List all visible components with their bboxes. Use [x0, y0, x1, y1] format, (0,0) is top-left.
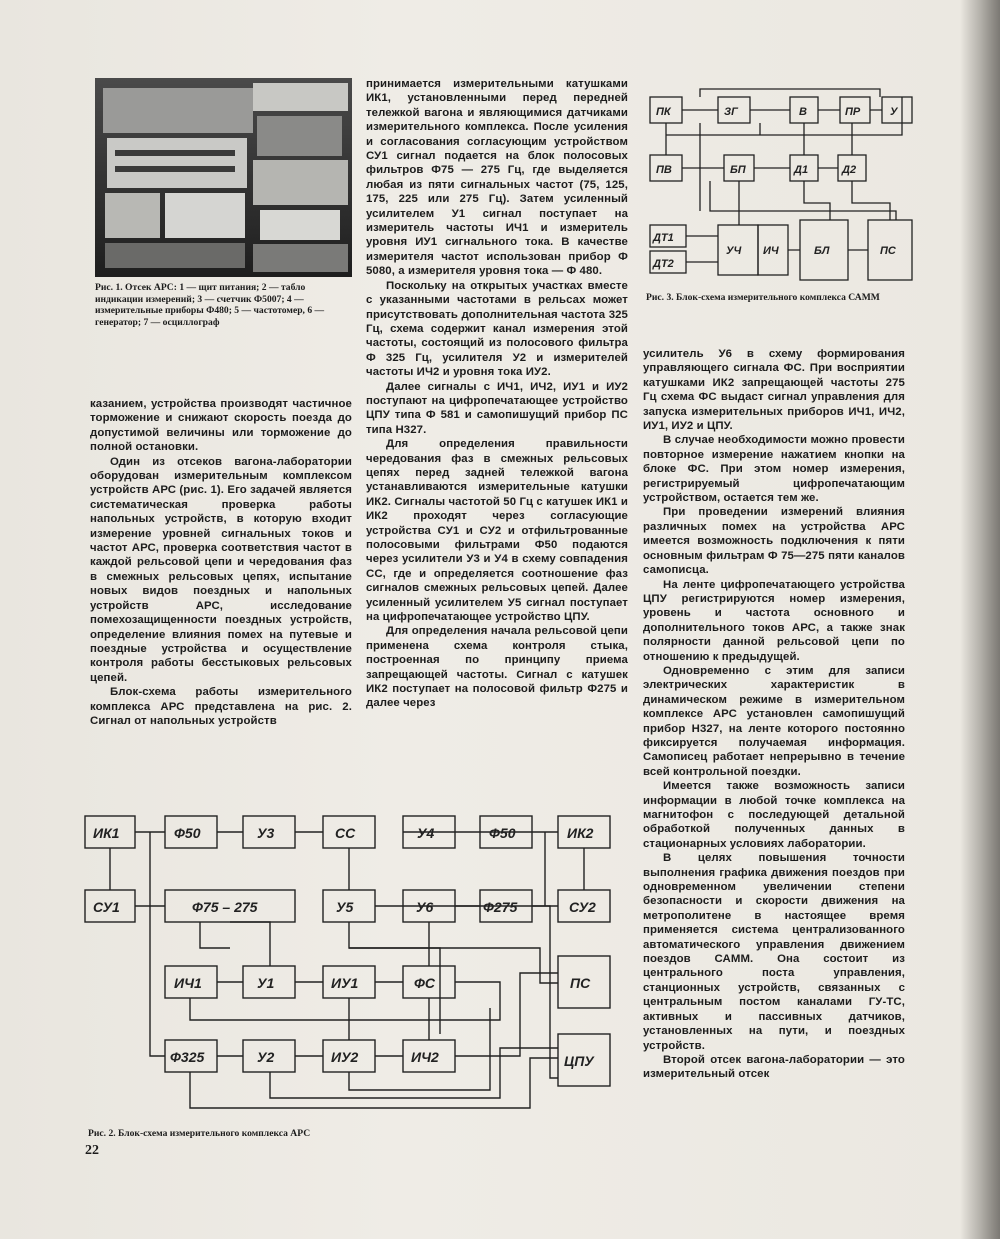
svg-text:БП: БП	[730, 164, 746, 176]
svg-text:ИУ1: ИУ1	[331, 975, 359, 991]
svg-text:У5: У5	[336, 899, 354, 915]
paragraph: Один из отсеков вагона-лаборатории оборудован измерительным комплексом устройств АРС (рис. 1). Его задачей является систематическая проверка работы напольных устройств, в которую входит измерение уровней сигнальных токов и частот АРС, проверка соответствия частот в каждой рельсовой цепи и чередования фаз в смежных рельсовых цепях, испытание новых видов поездных и напольных устройств АРС, исследование помехозащищенности поездных устройств, определение влияния помех на путевые и поездные устройства и осуществление контроля работы бесстыковых рельсовых цепей.	[90, 455, 352, 684]
svg-text:ИК2: ИК2	[567, 825, 594, 841]
svg-text:СУ1: СУ1	[93, 899, 120, 915]
svg-text:У3: У3	[257, 825, 275, 841]
svg-text:СУ2: СУ2	[569, 899, 596, 915]
svg-text:ИЧ1: ИЧ1	[174, 975, 202, 991]
paragraph: Поскольку на открытых участках вместе с указанными частотами в рельсах может присутствовать дополнительная частота 325 Гц, схема содержит канал измерения этой частоты, состоящий из полосового фильтра Ф 325 Гц, усилителя У2 и измерителей частоты ИЧ2 и уровня тока ИУ2.	[366, 279, 628, 379]
svg-text:Д1: Д1	[794, 164, 809, 176]
figure-1-caption: Рис. 1. Отсек АРС: 1 — щит питания; 2 — табло индикации измерений; 3 — счетчик Ф5007; 4 — измерительные приборы Ф480; 5 — частотомер, 6 — генератор; 7 — осциллограф	[95, 282, 325, 328]
paragraph: Одновременно с этим для записи электрических характеристик в динамическом режиме в измерительном комплексе АРС установлен самопишущий прибор Н327, на ленте которого постоянно фиксируется получаемая информация. Самописец работает непрерывно в течение всей контрольной поездки.	[643, 664, 905, 778]
paragraph: Имеется также возможность записи информации в любой точке комплекса на магнитофон с последующей детальной обработкой полученных данных в стационарных условиях лаборатории.	[643, 780, 905, 850]
svg-text:ИУ2: ИУ2	[331, 1049, 359, 1065]
svg-text:В: В	[799, 106, 807, 118]
paragraph: В целях повышения точности выполнения графика движения поездов при одновременном увеличении степени безопасности и скорости движения на метрополитене в настоящее время применяется система централизованного автоматического управления движением поездов САММ. Она состоит из центрального поста управления, станционных устройств, связанных с центральным постом каналами ГУ-ТС, активных и пассивных датчиков, установленных на пути, и поездных устройств.	[643, 852, 905, 1052]
column-1	[90, 397, 352, 728]
paragraph: казанием, устройства производят частичное торможение и снижают скорость поезда до допустимой величины или торможение до полной остановки.	[90, 398, 352, 454]
paragraph: В случае необходимости можно провести повторное измерение нажатием кнопки на блоке ФС. При этом номер измерения, регистрируемый цифропечатающим устройством, остается тем же.	[643, 434, 905, 505]
svg-text:ПВ: ПВ	[656, 164, 672, 176]
figure-3-diagram	[640, 85, 920, 285]
equipment-photo	[95, 78, 352, 277]
svg-text:У6: У6	[416, 899, 434, 915]
paragraph: На ленте цифропечатающего устройства ЦПУ регистрируются номер измерения, уровень и частота основного и дополнительного токов АРС, а также знак полярности данной рельсовой цепи по отношению к предыдущей.	[643, 578, 905, 663]
svg-text:БЛ: БЛ	[814, 245, 830, 257]
svg-text:ИЧ: ИЧ	[763, 245, 779, 257]
paragraph: При проведении измерений влияния различных помех на устройства АРС имеется возможность подключения к пяти основным фильтрам Ф 75—275 пяти каналов самописца.	[643, 506, 905, 577]
svg-text:ФС: ФС	[414, 975, 436, 991]
figure-2-caption: Рис. 2. Блок-схема измерительного комплекса АРС	[88, 1128, 311, 1139]
svg-text:У1: У1	[257, 975, 275, 991]
paragraph: Блок-схема работы измерительного комплекса АРС представлена на рис. 2. Сигнал от напольных устройств	[90, 686, 352, 727]
column-3	[643, 347, 905, 1082]
svg-text:Ф275: Ф275	[483, 899, 518, 915]
svg-text:ЗГ: ЗГ	[724, 106, 738, 118]
svg-text:Ф75 – 275: Ф75 – 275	[192, 899, 258, 915]
figure-3-caption: Рис. 3. Блок-схема измерительного комплекса САММ	[646, 292, 880, 303]
svg-text:ЦПУ: ЦПУ	[564, 1053, 594, 1069]
svg-text:Д2: Д2	[842, 164, 857, 176]
svg-text:Ф50: Ф50	[489, 825, 516, 841]
svg-text:У4: У4	[417, 825, 435, 841]
svg-text:ПР: ПР	[845, 106, 861, 118]
svg-text:УЧ: УЧ	[726, 245, 742, 257]
paragraph: усилитель У6 в схему формирования управляющего сигнала ФС. При восприятии катушками ИК2 запрещающей частоты 275 Гц схема ФС выдаст сигнал управления для запуска измерительных приборов ИЧ1, ИЧ2, ИУ1, ИУ2 и ЦПУ.	[643, 348, 905, 433]
svg-text:Ф325: Ф325	[170, 1049, 205, 1065]
paragraph: Для определения начала рельсовой цепи применена схема контроля стыка, построенная по принципу приема запрещающей частоты. Сигнал с катушек ИК2 поступает на полосовой фильтр Ф275 и далее через	[366, 625, 628, 710]
paragraph: Второй отсек вагона-лаборатории — это измерительный отсек	[643, 1053, 905, 1081]
svg-text:ИЧ2: ИЧ2	[411, 1049, 439, 1065]
paragraph: Для определения правильности чередования фаз в смежных рельсовых цепях перед задней тележкой вагона устанавливаются измерительные катушки ИК2. Сигналы частотой 50 Гц с катушек ИК1 и ИК2 проходят через согласующие устройства СУ1 и СУ2 и отфильтрованные полосовыми фильтрами Ф50 подаются через усилители У3 и У4 в схему совпадения СС, где и определяется соотношение фаз сигналов смежных рельсовых цепей. Далее усиленный усилителем У5 сигнал поступает на цифропечатающее устройство ЦПУ.	[366, 438, 628, 624]
column-2	[366, 77, 628, 711]
paragraph: принимается измерительными катушками ИК1, установленными перед передней тележкой вагона и являющимися датчиками измерительного комплекса. После усиления и согласования согласующим устройством СУ1 сигнал подается на блок полосовых фильтров Ф75 — 275 Гц, где выделяется любая из пяти сигнальных частот (75, 125, 175, 225 или 275 Гц). Затем усиленный усилителем У1 сигнал поступает на измеритель частоты ИЧ1 и измеритель уровня ИУ1 сигнального тока. В качестве измерителя частот использован прибор Ф 5080, а измерителя уровня тока — Ф 480.	[366, 78, 628, 278]
svg-text:ИК1: ИК1	[93, 825, 120, 841]
svg-text:У2: У2	[257, 1049, 275, 1065]
page-number: 22	[85, 1143, 99, 1158]
svg-text:Ф50: Ф50	[174, 825, 201, 841]
svg-text:ПК: ПК	[656, 106, 671, 118]
svg-text:ПС: ПС	[570, 975, 591, 991]
svg-text:СС: СС	[335, 825, 356, 841]
paragraph: Далее сигналы с ИЧ1, ИЧ2, ИУ1 и ИУ2 поступают на цифропечатающее устройство ЦПУ типа Ф 581 и самопишущий прибор ПС типа Н327.	[366, 380, 628, 436]
svg-text:ДТ2: ДТ2	[653, 258, 674, 270]
svg-text:ПС: ПС	[880, 245, 896, 257]
page-edge-shadow	[960, 0, 1000, 1239]
svg-text:У: У	[890, 106, 898, 118]
svg-text:ДТ1: ДТ1	[653, 232, 674, 244]
figure-2-diagram	[80, 808, 620, 1123]
